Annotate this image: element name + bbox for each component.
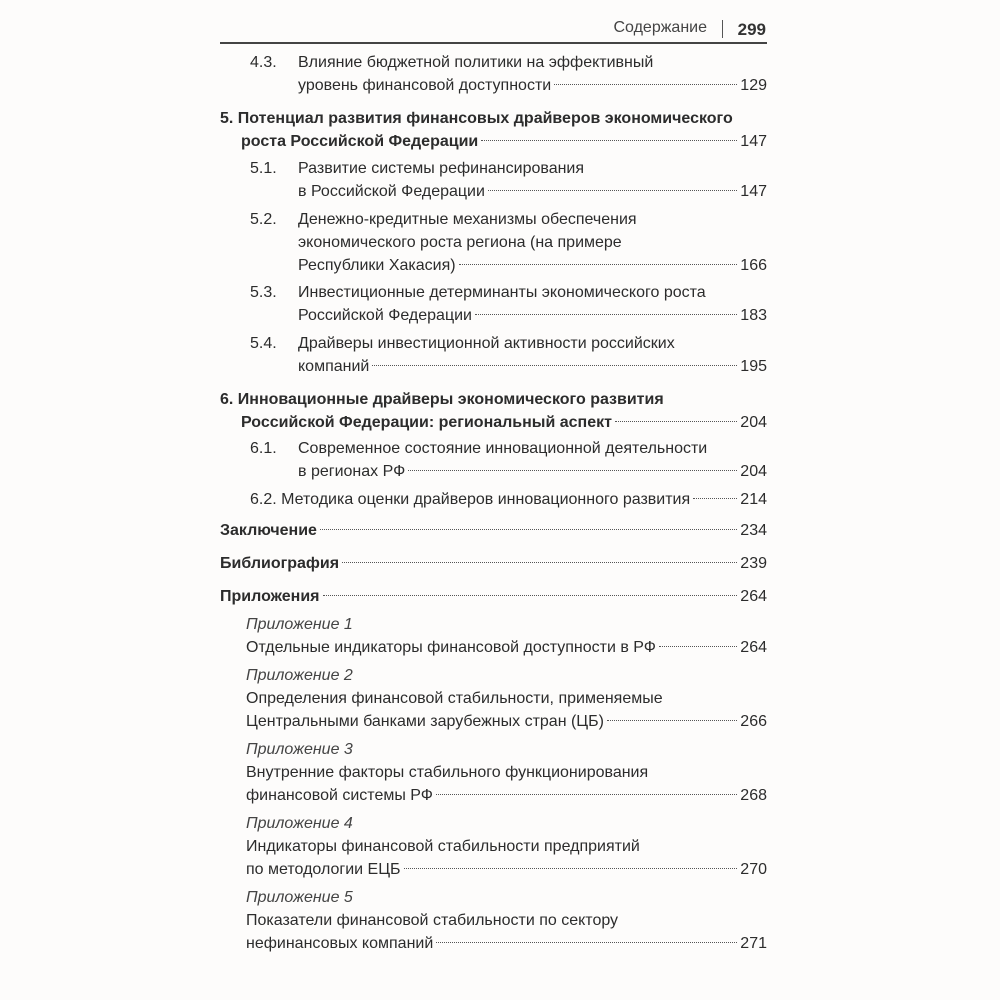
toc-5-4-page: 195	[740, 358, 767, 375]
toc-appendix-3-line1[interactable]: Внутренние факторы стабильного функционирования	[246, 764, 649, 781]
leader-dots	[607, 720, 737, 721]
leader-dots	[693, 498, 737, 499]
leader-dots	[436, 942, 737, 943]
toc-bibliography-page: 239	[740, 555, 767, 572]
toc-chapter-6-line2[interactable]: Российской Федерации: региональный аспект 204	[241, 411, 767, 435]
toc-5-2-line3[interactable]: Республики Хакасия) 166	[298, 254, 767, 278]
toc-6-1-line1[interactable]: Современное состояние инновационной деятельности	[298, 440, 708, 457]
leader-dots	[615, 421, 737, 422]
toc-5-2-line1[interactable]: Денежно-кредитные механизмы обеспечения	[298, 211, 637, 228]
toc-5-3-line1[interactable]: Инвестиционные детерминанты экономического роста	[298, 284, 706, 301]
toc-appendices-page: 264	[740, 588, 767, 605]
leader-dots	[404, 868, 738, 869]
toc-appendix-3-page: 268	[740, 787, 767, 804]
leader-dots	[408, 470, 737, 471]
toc-chapter-6-line1[interactable]: 6. Инновационные драйверы экономического развития	[220, 391, 664, 408]
toc-appendix-5-label: Приложение 5	[246, 889, 353, 906]
toc-5-1-page: 147	[740, 183, 767, 200]
toc-appendix-1-page: 264	[740, 639, 767, 656]
toc-4-3-number: 4.3.	[250, 54, 277, 71]
toc-appendix-2-page: 266	[740, 713, 767, 730]
toc-5-2-number: 5.2.	[250, 211, 277, 228]
header-page-number: 299	[737, 20, 766, 39]
toc-appendix-2-line1[interactable]: Определения финансовой стабильности, применяемые	[246, 690, 663, 707]
toc-conclusion[interactable]: Заключение 234	[220, 519, 767, 543]
toc-4-3-page: 129	[740, 77, 767, 94]
toc-appendix-2-label: Приложение 2	[246, 667, 353, 684]
leader-dots	[659, 646, 737, 647]
leader-dots	[459, 264, 738, 265]
toc-appendix-4-label: Приложение 4	[246, 815, 353, 832]
leader-dots	[436, 794, 737, 795]
leader-dots	[372, 365, 737, 366]
toc-5-4-line1[interactable]: Драйверы инвестиционной активности российских	[298, 335, 675, 352]
toc-4-3-line1[interactable]: Влияние бюджетной политики на эффективный	[298, 54, 654, 71]
leader-dots	[554, 84, 737, 85]
leader-dots	[323, 595, 738, 596]
toc-5-1-line1[interactable]: Развитие системы рефинансирования	[298, 160, 585, 177]
toc-chapter-5-page: 147	[740, 133, 767, 150]
toc-5-2-line2[interactable]: экономического роста региона (на примере	[298, 234, 622, 251]
toc-5-1-line2[interactable]: в Российской Федерации 147	[298, 180, 767, 204]
toc-appendix-3-line2[interactable]: финансовой системы РФ 268	[246, 784, 767, 808]
leader-dots	[342, 562, 737, 563]
leader-dots	[481, 140, 737, 141]
toc-6-2-page: 214	[740, 491, 767, 508]
toc-5-4-line2[interactable]: компаний 195	[298, 355, 767, 379]
toc-appendices[interactable]: Приложения 264	[220, 585, 767, 609]
toc-conclusion-page: 234	[740, 522, 767, 539]
toc-appendix-4-line2[interactable]: по методологии ЕЦБ 270	[246, 858, 767, 882]
toc-appendix-4-page: 270	[740, 861, 767, 878]
toc-4-3-line2[interactable]: уровень финансовой доступности 129	[298, 74, 767, 98]
toc-6-1-page: 204	[740, 463, 767, 480]
leader-dots	[488, 190, 737, 191]
leader-dots	[320, 529, 737, 530]
toc-appendix-4-line1[interactable]: Индикаторы финансовой стабильности предприятий	[246, 838, 640, 855]
toc-5-4-number: 5.4.	[250, 335, 277, 352]
toc-appendix-5-page: 271	[740, 935, 767, 952]
leader-dots	[475, 314, 737, 315]
toc-chapter-5-line2[interactable]: роста Российской Федерации 147	[241, 130, 767, 154]
toc-appendix-1-line1[interactable]: Отдельные индикаторы финансовой доступности в РФ 264	[246, 636, 767, 660]
header-title: Содержание	[613, 19, 707, 36]
toc-chapter-6-page: 204	[740, 414, 767, 431]
toc-6-1-number: 6.1.	[250, 440, 277, 457]
toc-5-1-number: 5.1.	[250, 160, 277, 177]
toc-appendix-1-label: Приложение 1	[246, 616, 353, 633]
toc-appendix-5-line1[interactable]: Показатели финансовой стабильности по сектору	[246, 912, 619, 929]
toc-chapter-5-line1[interactable]: 5. Потенциал развития финансовых драйверов экономического	[220, 110, 733, 127]
toc-5-2-page: 166	[740, 257, 767, 274]
toc-appendix-3-label: Приложение 3	[246, 741, 353, 758]
toc-6-1-line2[interactable]: в регионах РФ 204	[298, 460, 767, 484]
toc-5-3-line2[interactable]: Российской Федерации 183	[298, 304, 767, 328]
toc-5-3-number: 5.3.	[250, 284, 277, 301]
toc-5-3-page: 183	[740, 307, 767, 324]
toc-6-2-line[interactable]: 6.2. Методика оценки драйверов инновационного развития 214	[250, 488, 767, 512]
toc-appendix-5-line2[interactable]: нефинансовых компаний 271	[246, 932, 767, 956]
toc-bibliography[interactable]: Библиография 239	[220, 552, 767, 576]
toc-appendix-2-line2[interactable]: Центральными банками зарубежных стран (ЦБ) 266	[246, 710, 767, 734]
